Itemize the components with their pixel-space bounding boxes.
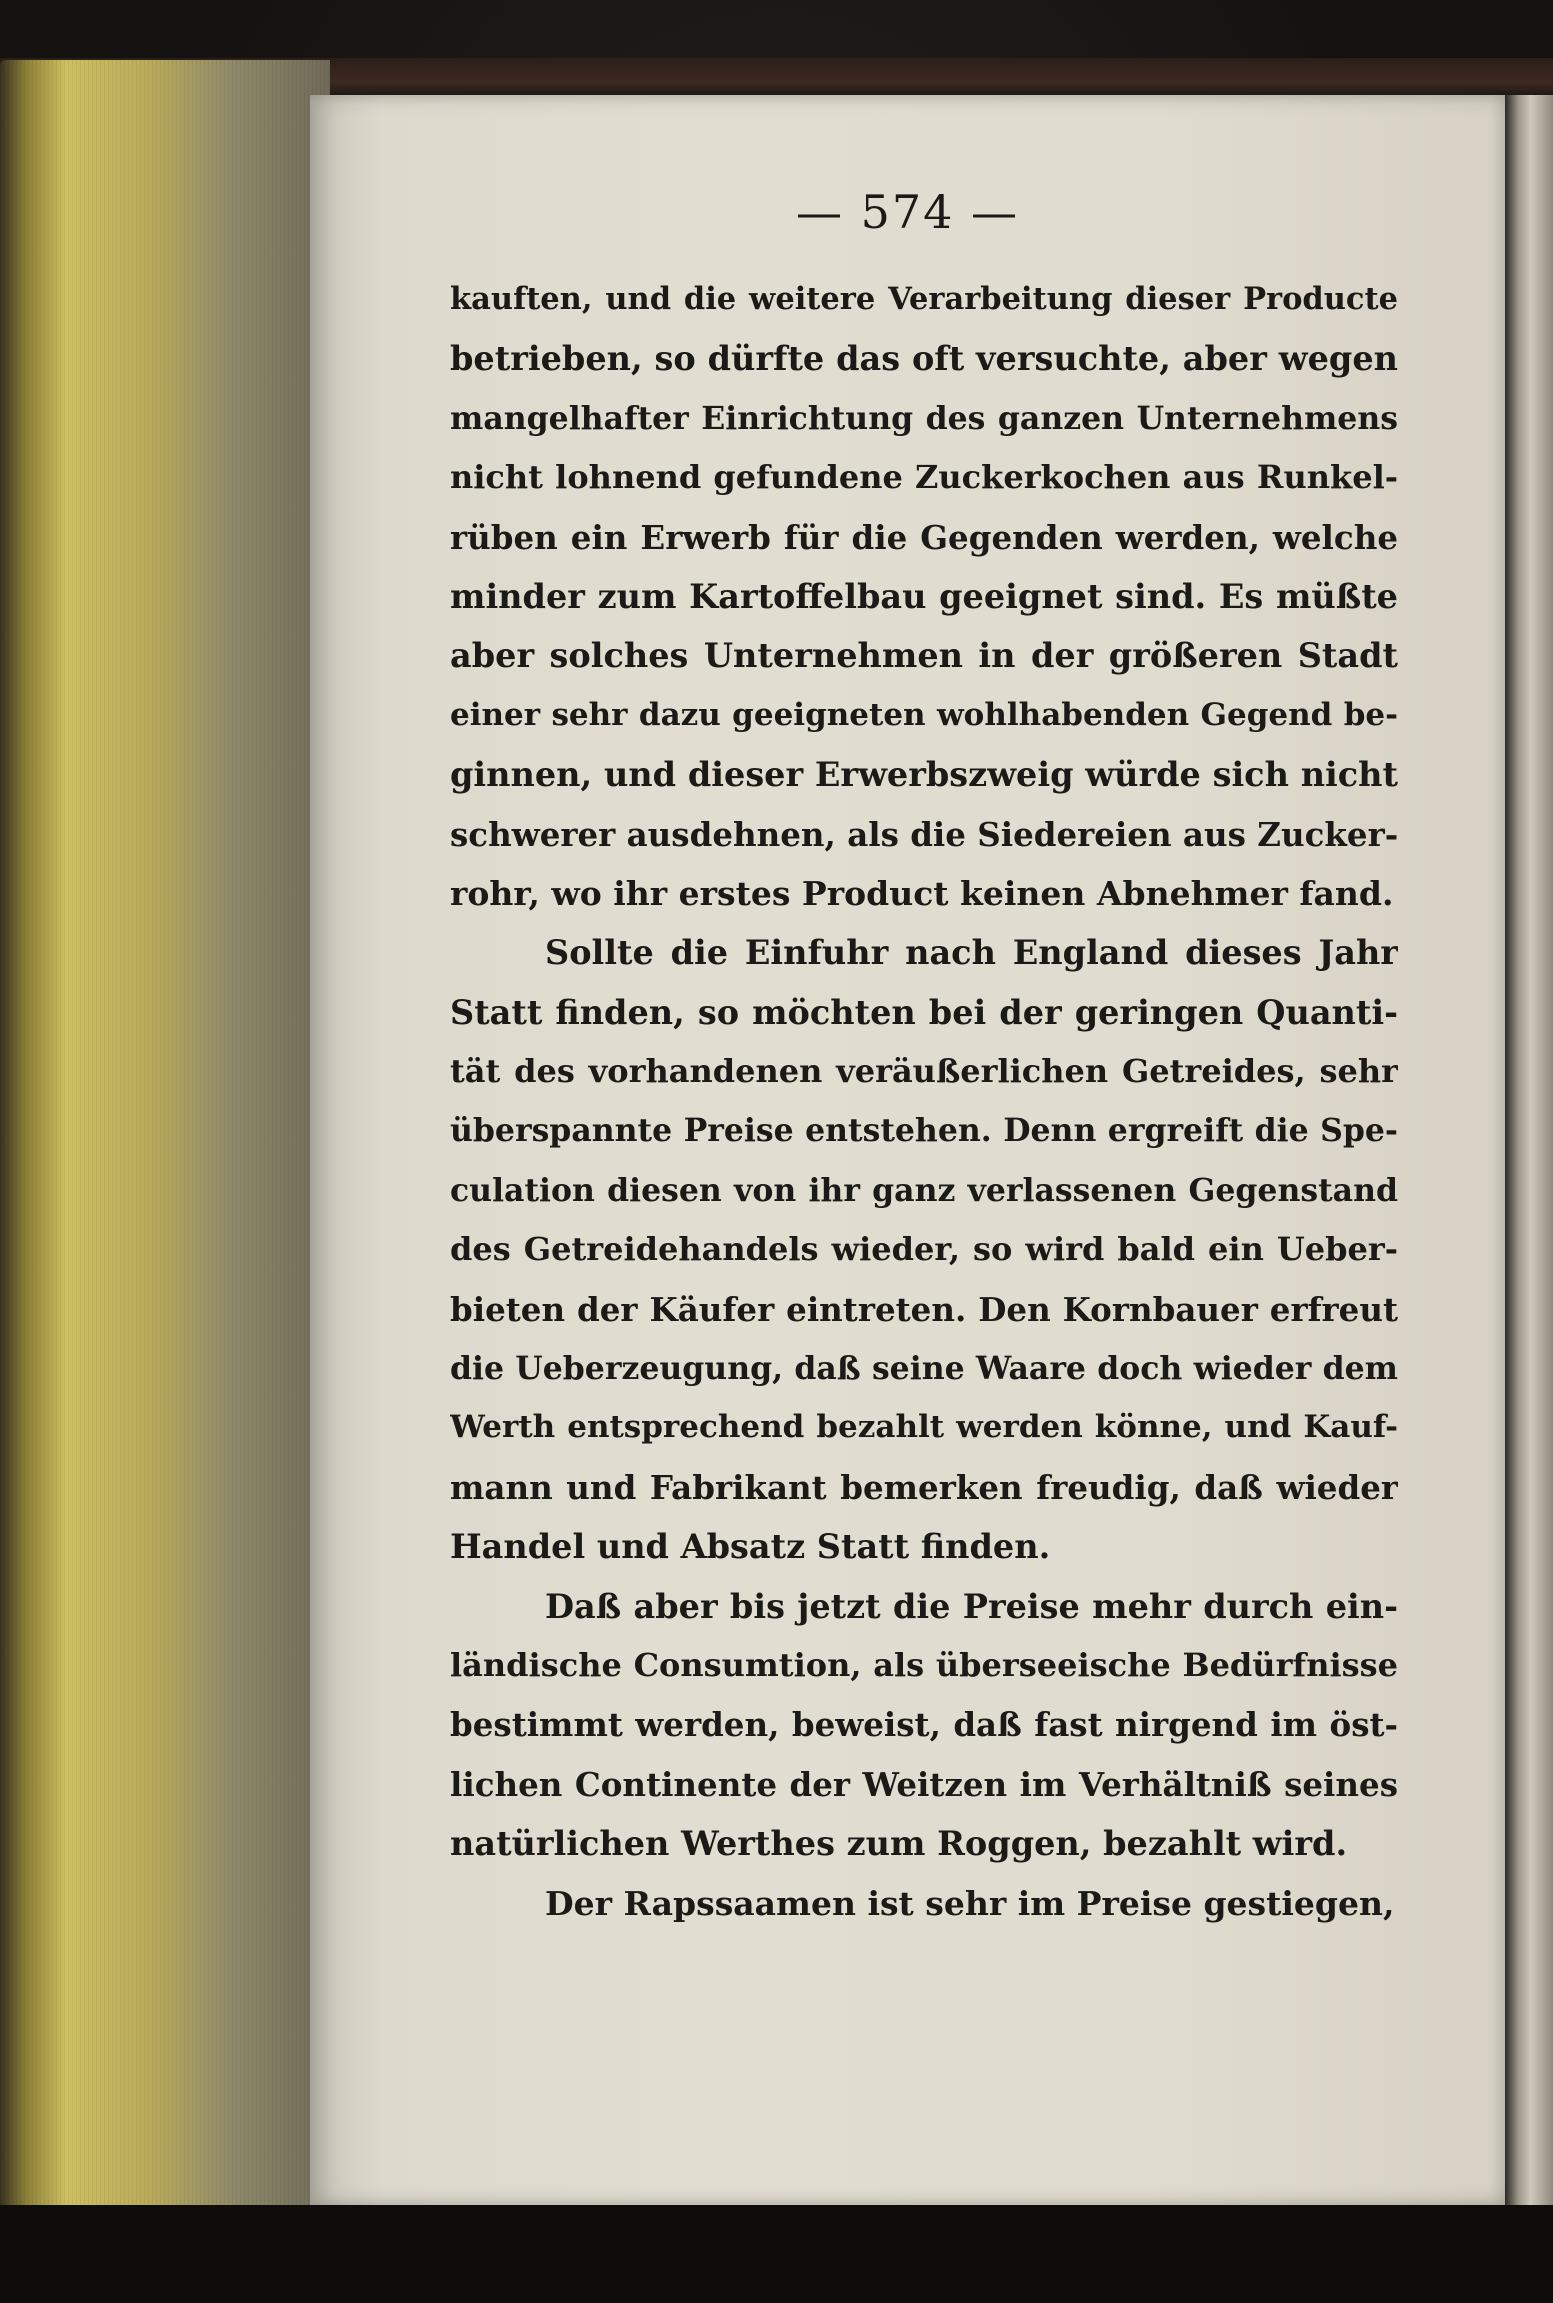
text-line: Sollte die Einfuhr nach England dieses Jahr [545,933,1398,973]
text-line: lichen Continente der Weitzen im Verhältniß seines [450,1764,1398,1804]
text-line: tät des vorhandenen veräußerlichen Getreides, sehr [450,1052,1398,1091]
text-line: mangelhafter Einrichtung des ganzen Unternehmens [450,399,1398,437]
text-line: Daß aber bis jetzt die Preise mehr durch ein- [545,1586,1398,1626]
text-line: Handel und Absatz Statt finden. [450,1527,1051,1567]
text-line: rüben ein Erwerb für die Gegenden werden, welche [450,517,1398,557]
text-line: des Getreidehandels wieder, so wird bald ein Ueber- [450,1230,1398,1269]
text-line: nicht lohnend gefundene Zuckerkochen aus Runkel- [450,458,1398,497]
text-line: rohr, wo ihr erstes Product keinen Abnehmer fand. [450,873,1394,913]
facing-page-edge [1503,95,1553,2205]
book-page-edges [0,60,330,2210]
background-surface [0,2205,1553,2303]
text-line: einer sehr dazu geeigneten wohlhabenden Gegend be- [450,696,1398,733]
text-line: Werth entsprechend bezahlt werden könne, und Kauf- [450,1409,1398,1446]
text-line: bestimmt werden, beweist, daß fast nirgend im öst- [450,1705,1398,1745]
text-line: minder zum Kartoffelbau geeignet sind. Es müßte [450,576,1398,616]
text-line: Statt finden, so möchten bei der geringen Quanti- [450,992,1398,1032]
text-line: die Ueberzeugung, daß seine Waare doch wieder dem [450,1350,1398,1388]
text-line: ländische Consumtion, als überseeische Bedürfnisse [450,1645,1398,1684]
text-line: bieten der Käufer eintreten. Den Kornbauer erfreut [450,1289,1398,1329]
page-number: — 574 — [795,185,1020,239]
text-line: überspannte Preise entstehen. Denn ergreift die Spe- [450,1112,1398,1150]
text-line: natürlichen Werthes zum Roggen, bezahlt wird. [450,1824,1348,1864]
page-text [450,270,1398,1933]
text-line: aber solches Unternehmen in der größeren Stadt [450,636,1398,676]
text-line: mann und Fabrikant bemerken freudig, daß wieder [450,1467,1398,1507]
text-line: Der Rapssaamen ist sehr im Preise gestiegen, [545,1883,1395,1923]
text-line: kauften, und die weitere Verarbeitung dieser Producte [450,281,1398,317]
text-line: culation diesen von ihr ganz verlassenen Gegenstand [450,1171,1398,1209]
text-line: betrieben, so dürfte das oft versuchte, aber wegen [450,339,1398,379]
text-line: schwerer ausdehnen, als die Siedereien aus Zucker- [450,814,1398,854]
text-line: ginnen, und dieser Erwerbszweig würde sich nicht [450,755,1398,795]
book-page [310,95,1505,2205]
